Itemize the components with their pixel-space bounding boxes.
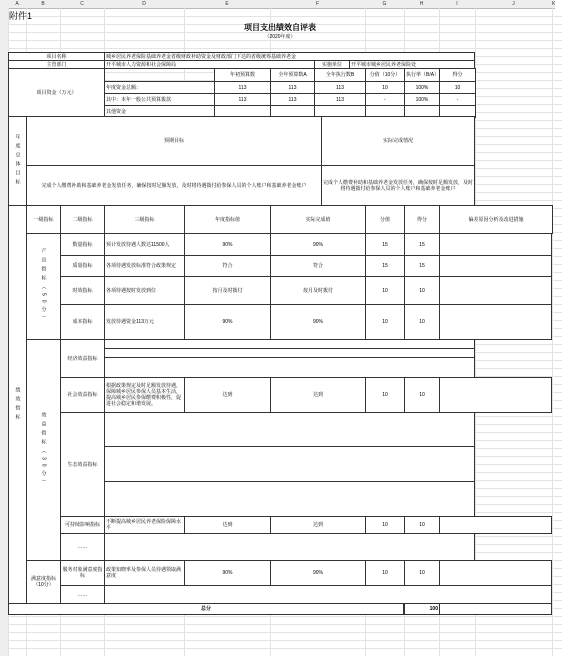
output-l2: 数量指标 bbox=[60, 233, 105, 256]
column-header-i[interactable]: I bbox=[439, 0, 475, 9]
impl-label: 实施单位 bbox=[314, 60, 350, 69]
perf-header: 得分 bbox=[404, 205, 440, 234]
perf-header: 年度指标值 bbox=[184, 205, 271, 234]
output-l2: 质量指标 bbox=[60, 255, 105, 277]
dept[interactable]: 开平城市人力资源和社会保障局 bbox=[104, 60, 315, 69]
satisfaction-l2: 服务对象满意度指标 bbox=[60, 560, 105, 586]
column-header-e[interactable]: E bbox=[184, 0, 270, 9]
output-actual[interactable]: 90% bbox=[270, 304, 366, 340]
output-got[interactable]: 15 bbox=[404, 255, 440, 277]
total-score[interactable]: 100 bbox=[404, 603, 440, 615]
funds-cell[interactable]: - bbox=[439, 93, 476, 106]
social-target[interactable]: 达到 bbox=[184, 377, 271, 413]
output-l3[interactable]: 各项待遇按时发放到位 bbox=[104, 276, 185, 305]
output-score[interactable]: 15 bbox=[365, 233, 405, 256]
column-header-c[interactable]: C bbox=[60, 0, 104, 9]
effect-dash: …… bbox=[60, 533, 105, 561]
sustain-target[interactable]: 达到 bbox=[184, 516, 271, 534]
output-got[interactable]: 10 bbox=[404, 304, 440, 340]
perf-header: 实际完成值 bbox=[270, 205, 366, 234]
actual-goal[interactable]: 完成个人缴费补助和基础养老金发放任务，确保按时足额发放，及时将待遇拨付给参保人员的个人账户和基础养老金账户 bbox=[321, 165, 475, 206]
gridline bbox=[552, 8, 553, 656]
year-label: （2020年度） bbox=[264, 34, 296, 40]
impl[interactable]: 开平城市城乡居民养老保险处 bbox=[349, 60, 475, 69]
satisfaction-dash-row bbox=[104, 585, 552, 604]
column-header-f[interactable]: F bbox=[270, 0, 365, 9]
output-score[interactable]: 15 bbox=[365, 255, 405, 277]
funds-header: 全年执行数B bbox=[314, 68, 366, 82]
output-got[interactable]: 10 bbox=[404, 276, 440, 305]
funds-cell[interactable]: 113 bbox=[314, 93, 366, 106]
output-target[interactable]: 90% bbox=[184, 304, 271, 340]
funds-cell[interactable]: 100% bbox=[404, 81, 440, 94]
funds-cell[interactable]: 113 bbox=[214, 93, 271, 106]
funds-header: 得分 bbox=[439, 68, 476, 82]
satisfaction-target[interactable]: 90% bbox=[184, 560, 271, 586]
column-header-j[interactable]: J bbox=[475, 0, 552, 9]
funds-row-name: 其他资金 bbox=[104, 105, 215, 118]
social-l3[interactable]: 根据政策规定及时足额发放待遇，保障城乡居民参保人员基本生活，提高城乡居民参保缴费积极性，促进社会稳定和谐发展。 bbox=[104, 377, 185, 413]
column-header-a[interactable]: A bbox=[8, 0, 26, 9]
output-got[interactable]: 15 bbox=[404, 233, 440, 256]
sustain-label: 可持续影响指标 bbox=[60, 516, 105, 534]
funds-cell[interactable]: 10 bbox=[439, 81, 476, 94]
output-note[interactable] bbox=[439, 255, 552, 277]
goals-side-label: 年度总体目标 bbox=[8, 116, 27, 206]
perf-header: 偏差原因分析及改进措施 bbox=[439, 205, 553, 234]
output-actual[interactable]: 按月及时拨付 bbox=[270, 276, 366, 305]
satisfaction-label: 满意度指标（10分） bbox=[26, 560, 61, 604]
output-target[interactable]: 按月及时拨付 bbox=[184, 276, 271, 305]
gridline bbox=[8, 616, 562, 617]
funds-cell[interactable]: 113 bbox=[270, 93, 315, 106]
funds-cell[interactable]: 113 bbox=[314, 81, 366, 94]
column-header-g[interactable]: G bbox=[365, 0, 404, 9]
social-got[interactable]: 10 bbox=[404, 377, 440, 413]
social-label: 社会效益指标 bbox=[60, 377, 105, 413]
output-target[interactable]: 符合 bbox=[184, 255, 271, 277]
satisfaction-note[interactable] bbox=[439, 560, 552, 586]
project-name[interactable]: 城乡居民养老保险基础养老金省级财政补助资金及财政部门下达的省级统筹基础养老金 bbox=[104, 52, 475, 61]
gridline bbox=[8, 648, 562, 649]
social-score[interactable]: 10 bbox=[365, 377, 405, 413]
output-score[interactable]: 10 bbox=[365, 276, 405, 305]
eco-row1 bbox=[104, 412, 475, 447]
output-target[interactable]: 90% bbox=[184, 233, 271, 256]
output-l3[interactable]: 预计发放待遇人数达11500人 bbox=[104, 233, 185, 256]
page-title: 项目支出绩效自评表 bbox=[244, 23, 316, 32]
satisfaction-l3[interactable]: 政策知晓率及参保人员待遇领取满意度 bbox=[104, 560, 185, 586]
funds-cell[interactable]: 113 bbox=[270, 81, 315, 94]
gridline bbox=[8, 40, 562, 41]
gridline bbox=[8, 640, 562, 641]
attachment-label: 附件1 bbox=[9, 11, 33, 21]
eco-row2 bbox=[104, 446, 475, 482]
column-header-h[interactable]: H bbox=[404, 0, 439, 9]
funds-header: 执行率（B/A） bbox=[404, 68, 440, 82]
perf-header: 二级指标 bbox=[60, 205, 105, 234]
econ-row3 bbox=[104, 357, 475, 378]
total-label: 总分 bbox=[8, 603, 404, 615]
satisfaction-actual[interactable]: 90% bbox=[270, 560, 366, 586]
gridline bbox=[8, 48, 562, 49]
perf-side-label: 绩效指标 bbox=[8, 205, 27, 604]
funds-label: 项目资金（万元） bbox=[8, 68, 105, 117]
expected-goal-label: 预期目标 bbox=[26, 116, 322, 166]
column-header-b[interactable]: B bbox=[26, 0, 60, 9]
funds-cell[interactable]: - bbox=[365, 93, 405, 106]
effect-label: 效益指标（30分） bbox=[26, 339, 61, 561]
sustain-l3[interactable]: 不断提高城乡居民养老保险保障水平 bbox=[104, 516, 185, 534]
perf-header: 分值 bbox=[365, 205, 405, 234]
social-actual[interactable]: 达到 bbox=[270, 377, 366, 413]
output-note[interactable] bbox=[439, 304, 552, 340]
expected-goal[interactable]: 完成个人缴费补助和基础养老金发放任务，确保按时足额发放，及时将待遇拨付给参保人员的个人账户和基础养老金账户 bbox=[26, 165, 322, 206]
funds-blank bbox=[104, 68, 215, 82]
sustain-score[interactable]: 10 bbox=[365, 516, 405, 534]
effect-dash-row bbox=[104, 533, 475, 561]
social-note[interactable] bbox=[439, 377, 552, 413]
output-note[interactable] bbox=[439, 233, 552, 256]
satisfaction-dash: …… bbox=[60, 585, 105, 604]
dept-label: 主管部门 bbox=[8, 60, 105, 69]
funds-header: 分值（10分） bbox=[365, 68, 405, 82]
output-l2: 时效指标 bbox=[60, 276, 105, 305]
output-l3[interactable]: 发放待遇资金113万元 bbox=[104, 304, 185, 340]
funds-cell[interactable]: 100% bbox=[404, 93, 440, 106]
satisfaction-score[interactable]: 10 bbox=[365, 560, 405, 586]
column-header-d[interactable]: D bbox=[104, 0, 184, 9]
funds-header: 全年预算数A bbox=[270, 68, 315, 82]
satisfaction-got[interactable]: 10 bbox=[404, 560, 440, 586]
perf-header: 三级指标 bbox=[104, 205, 185, 234]
sustain-actual[interactable]: 达到 bbox=[270, 516, 366, 534]
project-name-label: 项目名称 bbox=[8, 52, 105, 61]
output-actual[interactable]: 90% bbox=[270, 233, 366, 256]
funds-row-name: 年度资金总额： bbox=[104, 81, 215, 94]
econ-label: 经济效益指标 bbox=[60, 339, 105, 378]
gridline bbox=[8, 624, 562, 625]
gridline bbox=[8, 16, 562, 17]
total-note[interactable] bbox=[439, 603, 552, 615]
output-score[interactable]: 10 bbox=[365, 304, 405, 340]
funds-cell[interactable]: 10 bbox=[365, 81, 405, 94]
sustain-got[interactable]: 10 bbox=[404, 516, 440, 534]
funds-row-name: 其中：本年一般公共预算拨款 bbox=[104, 93, 215, 106]
funds-cell[interactable]: 113 bbox=[214, 81, 271, 94]
eco-row3 bbox=[104, 481, 475, 517]
funds-header: 年初预算数 bbox=[214, 68, 271, 82]
output-note[interactable] bbox=[439, 276, 552, 305]
actual-goal-label: 实际完成情况 bbox=[321, 116, 475, 166]
output-actual[interactable]: 符合 bbox=[270, 255, 366, 277]
output-label: 产出指标（50分） bbox=[26, 233, 61, 340]
perf-header: 一级指标 bbox=[26, 205, 61, 234]
eco-label: 生态效益指标 bbox=[60, 412, 105, 517]
sustain-note[interactable] bbox=[439, 516, 552, 534]
gridline bbox=[8, 632, 562, 633]
output-l3[interactable]: 各项待遇发放标准符合政策规定 bbox=[104, 255, 185, 277]
column-header-k[interactable]: K bbox=[552, 1, 556, 7]
output-l2: 成本指标 bbox=[60, 304, 105, 340]
